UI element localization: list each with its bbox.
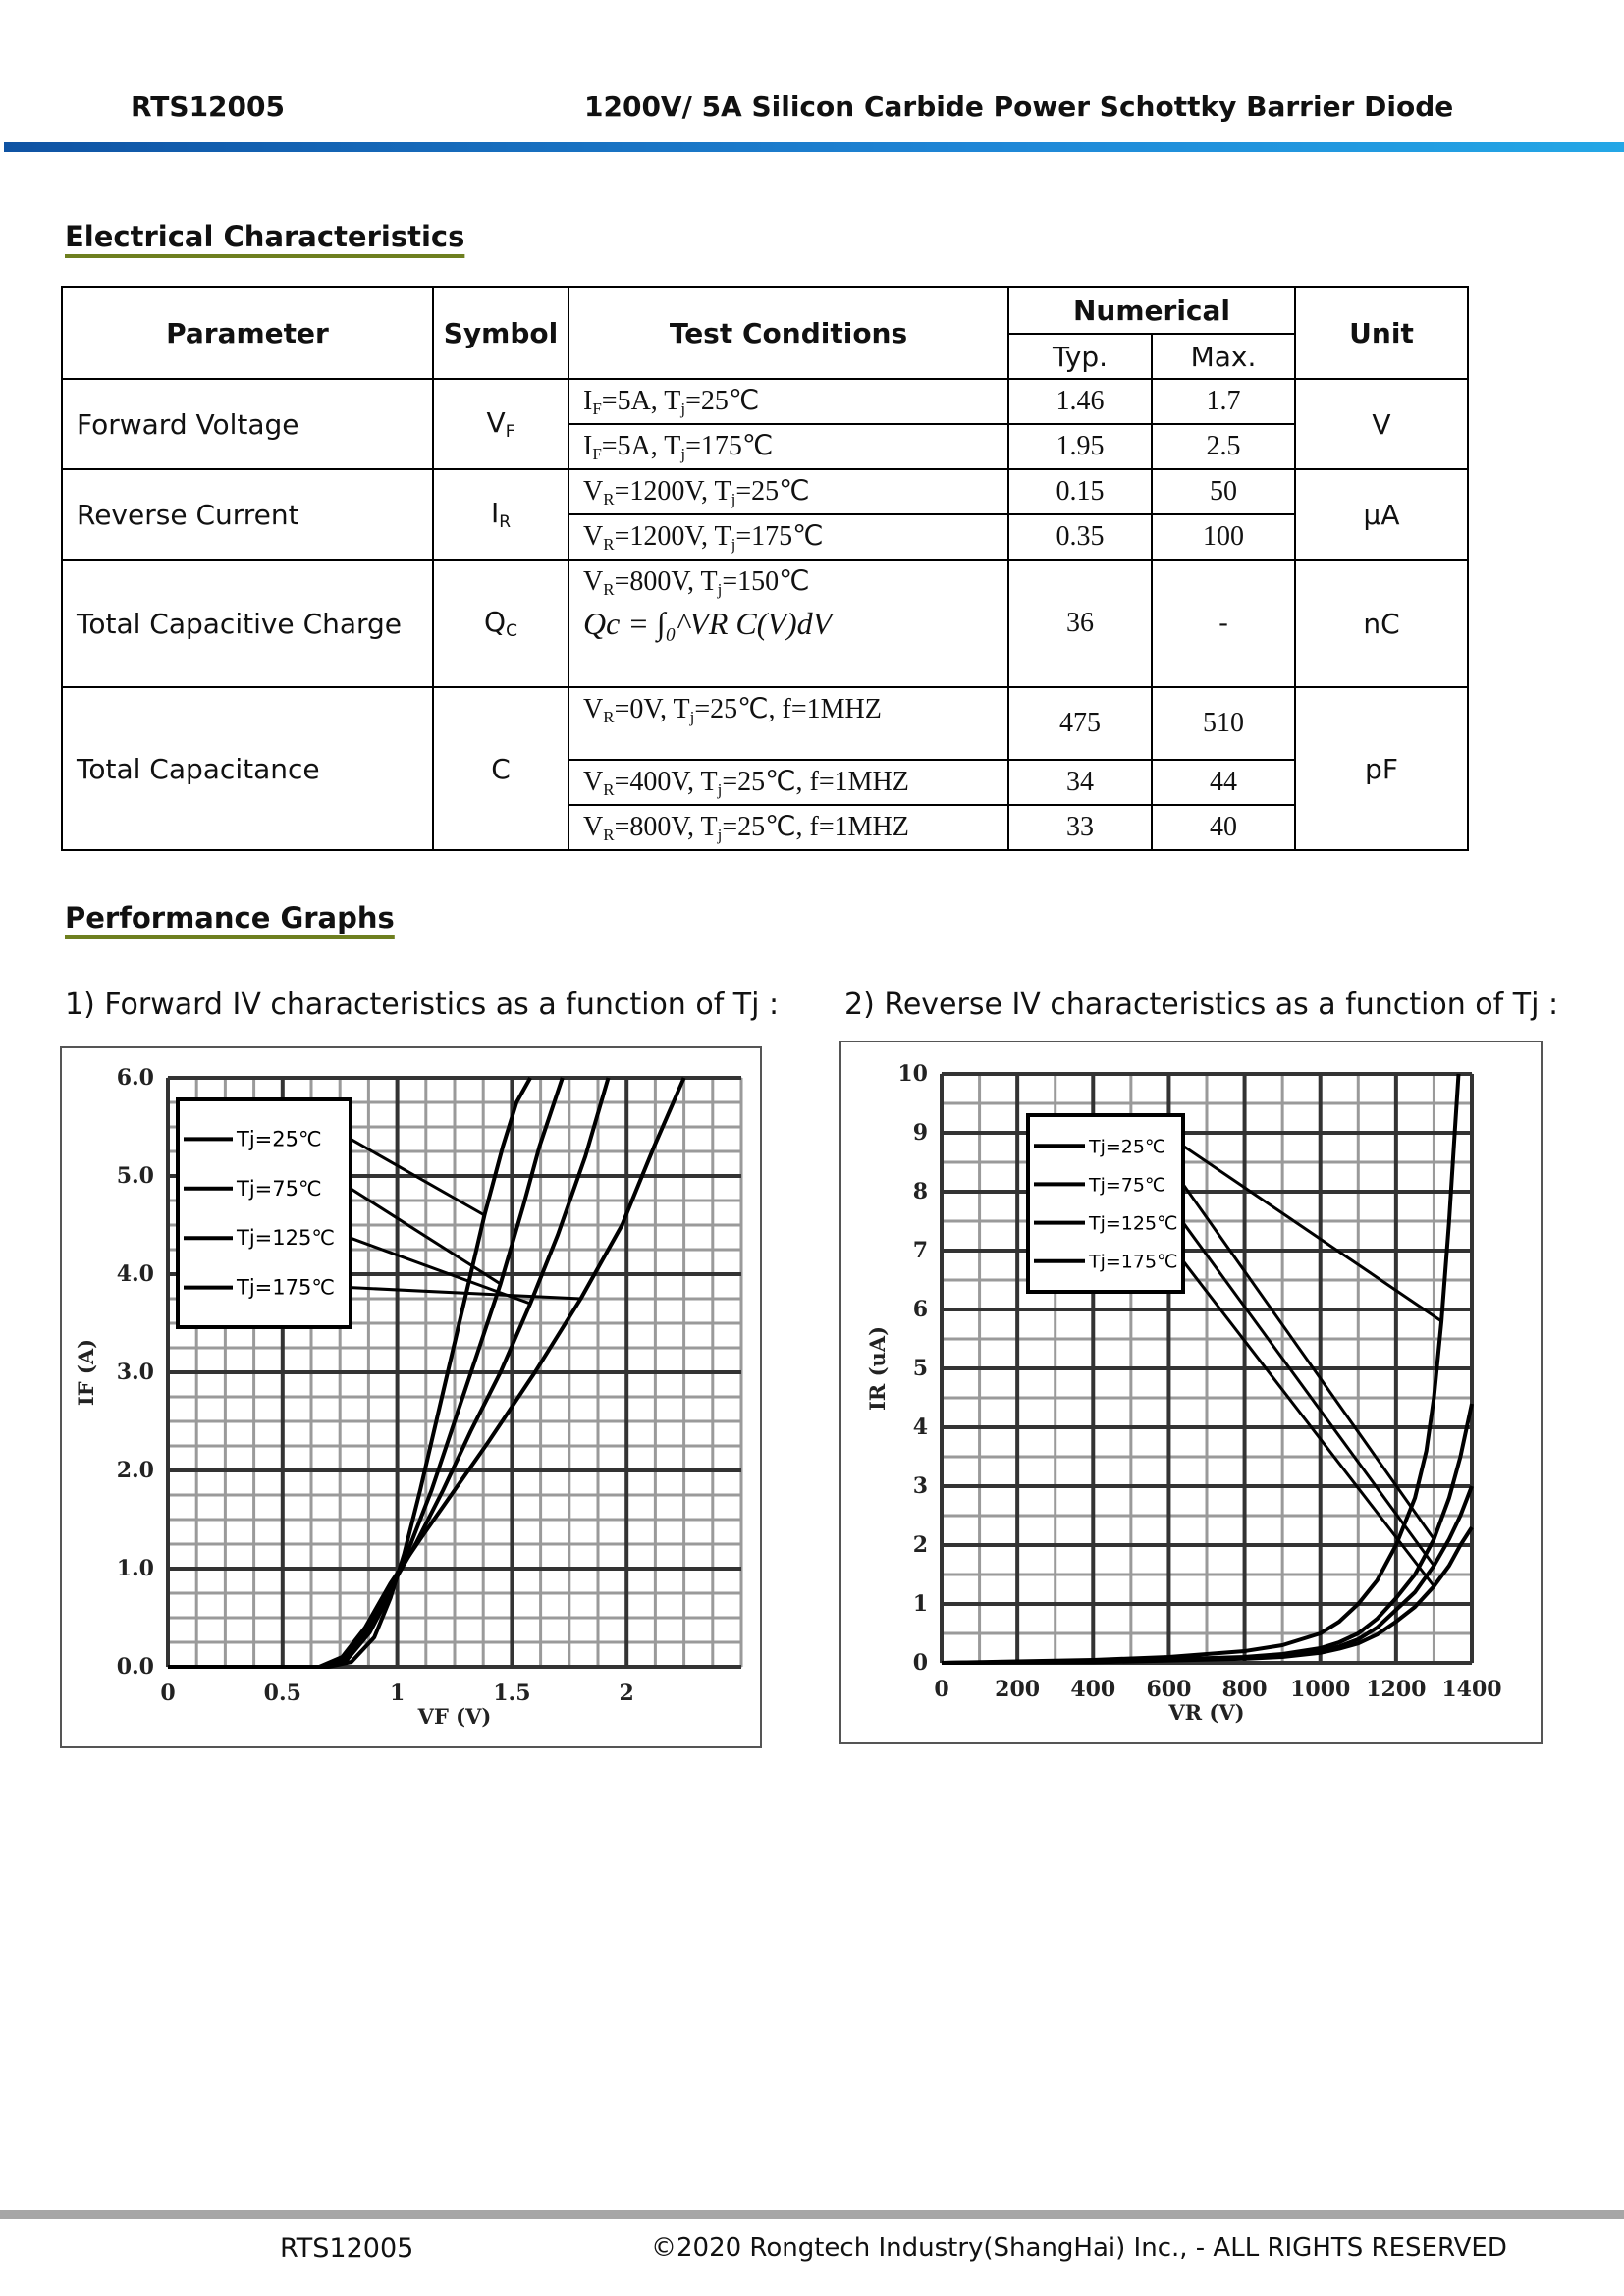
performance-heading: Performance Graphs (65, 901, 395, 934)
table-row (62, 379, 1468, 424)
param-total-capacitive-charge: Total Capacitive Charge (62, 560, 433, 687)
typ-value: 36 (1008, 560, 1152, 687)
legend-label: Tj=25℃ (237, 1127, 322, 1151)
y-tick-label: 4.0 (116, 1261, 154, 1287)
col-max: Max. (1152, 334, 1295, 379)
y-axis-label: IR (uA) (865, 1325, 890, 1412)
typ-value: 1.46 (1008, 379, 1152, 424)
param-total-capacitance: Total Capacitance (62, 687, 433, 850)
unit-v: V (1295, 379, 1468, 469)
graph2-caption: 2) Reverse IV characteristics as a function of Tj : (844, 988, 1559, 1022)
x-tick-label: 0 (934, 1677, 949, 1702)
x-tick-label: 1000 (1290, 1677, 1351, 1702)
col-numerical: Numerical (1008, 287, 1295, 334)
x-tick-label: 400 (1070, 1677, 1116, 1702)
max-value: 40 (1152, 805, 1295, 850)
x-tick-label: 1.5 (493, 1681, 531, 1706)
table-row (62, 469, 1468, 514)
table-header-row (62, 287, 1468, 334)
graph1-caption: 1) Forward IV characteristics as a function of Tj : (65, 988, 780, 1022)
col-symbol: Symbol (433, 287, 568, 379)
param-forward-voltage: Forward Voltage (62, 379, 433, 469)
x-tick-label: 1200 (1366, 1677, 1427, 1702)
forward-iv-chart (60, 1046, 762, 1748)
header-bar (4, 142, 1624, 152)
y-tick-label: 3.0 (116, 1360, 154, 1385)
col-parameter: Parameter (62, 287, 433, 379)
header-part-number: RTS12005 (131, 90, 285, 123)
unit-ua: μA (1295, 469, 1468, 560)
condition: $I_F=5A$, $T_j=25℃$ (568, 379, 1008, 424)
max-value: - (1152, 560, 1295, 687)
unit-pf: pF (1295, 687, 1468, 850)
condition: $V_R=400V$, $T_j=25℃$, f=1MHZ (568, 760, 1008, 805)
y-tick-label: 5.0 (116, 1163, 154, 1189)
typ-value: 33 (1008, 805, 1152, 850)
legend-label: Tj=75℃ (237, 1176, 322, 1201)
x-tick-label: 0 (160, 1681, 176, 1706)
condition: $V_R=1200V$, $T_j=175℃$ (568, 514, 1008, 560)
condition: $V_R=800V$, $T_j=25℃$, f=1MHZ (568, 805, 1008, 850)
x-tick-label: 1 (389, 1681, 406, 1706)
legend-label: Tj=175℃ (237, 1275, 335, 1300)
typ-value: 34 (1008, 760, 1152, 805)
x-axis-label: VR (V) (1168, 1700, 1245, 1725)
col-typ: Typ. (1008, 334, 1152, 379)
x-tick-label: 2 (619, 1681, 634, 1706)
legend-label: Tj=25℃ (1089, 1136, 1166, 1158)
x-tick-label: 200 (995, 1677, 1041, 1702)
typ-value: 0.15 (1008, 469, 1152, 514)
y-tick-label: 8 (912, 1179, 928, 1204)
condition: $V_R=0V$, $T_j=25℃$, f=1MHZ (568, 687, 1008, 760)
symbol-c: C (433, 687, 568, 850)
y-tick-label: 0.0 (116, 1654, 154, 1680)
table-row (62, 687, 1468, 760)
y-tick-label: 6.0 (116, 1065, 154, 1091)
max-value: 50 (1152, 469, 1295, 514)
col-test-conditions: Test Conditions (568, 287, 1008, 379)
y-tick-label: 1.0 (116, 1556, 154, 1581)
y-tick-label: 10 (897, 1061, 928, 1087)
col-unit: Unit (1295, 287, 1468, 379)
qc-formula: Qc = ∫₀^VR C(V)dV (583, 606, 833, 641)
reverse-iv-svg (841, 1042, 1541, 1742)
max-value: 510 (1152, 687, 1295, 760)
max-value: 1.7 (1152, 379, 1295, 424)
y-tick-label: 9 (912, 1120, 928, 1146)
condition: $I_F=5A$, $T_j=175℃$ (568, 424, 1008, 469)
max-value: 100 (1152, 514, 1295, 560)
x-tick-label: 0.5 (263, 1681, 301, 1706)
electrical-heading: Electrical Characteristics (65, 220, 465, 253)
x-tick-label: 1400 (1441, 1677, 1502, 1702)
symbol-vf: $V_F$ (433, 379, 568, 469)
y-tick-label: 5 (912, 1356, 928, 1381)
footer-bar (0, 2210, 1624, 2219)
max-value: 2.5 (1152, 424, 1295, 469)
table-row (62, 560, 1468, 687)
max-value: 44 (1152, 760, 1295, 805)
legend-label: Tj=125℃ (1089, 1212, 1178, 1235)
footer-copyright: ©2020 Rongtech Industry(ShangHai) Inc., - ALL RIGHTS RESERVED (651, 2233, 1507, 2263)
header-title: 1200V/ 5A Silicon Carbide Power Schottky Barrier Diode (584, 90, 1454, 123)
footer-part-number: RTS12005 (280, 2233, 414, 2264)
y-tick-label: 7 (912, 1238, 928, 1263)
y-axis-label: IF (A) (74, 1338, 98, 1407)
param-reverse-current: Reverse Current (62, 469, 433, 560)
unit-nc: nC (1295, 560, 1468, 687)
y-tick-label: 6 (912, 1297, 928, 1322)
y-tick-label: 0 (912, 1650, 928, 1676)
typ-value: 0.35 (1008, 514, 1152, 560)
legend-label: Tj=175℃ (1089, 1251, 1178, 1273)
condition: $V_R=800V$, $T_j=150℃$ Qc = ∫₀^VR C(V)dV (568, 560, 1008, 687)
typ-value: 1.95 (1008, 424, 1152, 469)
electrical-table (61, 286, 1469, 851)
y-tick-label: 2 (912, 1532, 928, 1558)
forward-iv-svg (62, 1048, 760, 1746)
x-tick-label: 600 (1146, 1677, 1192, 1702)
typ-value: 475 (1008, 687, 1152, 760)
symbol-ir: $I_R$ (433, 469, 568, 560)
symbol-qc: $Q_C$ (433, 560, 568, 687)
y-tick-label: 2.0 (116, 1458, 154, 1483)
legend-label: Tj=125℃ (237, 1226, 335, 1251)
x-axis-label: VF (V) (417, 1704, 492, 1729)
x-tick-label: 800 (1221, 1677, 1268, 1702)
legend-label: Tj=75℃ (1089, 1174, 1166, 1197)
y-tick-label: 3 (912, 1473, 928, 1499)
reverse-iv-chart (839, 1041, 1543, 1744)
y-tick-label: 1 (912, 1591, 928, 1617)
y-tick-label: 4 (912, 1415, 928, 1440)
condition: $V_R=1200V$, $T_j=25℃$ (568, 469, 1008, 514)
